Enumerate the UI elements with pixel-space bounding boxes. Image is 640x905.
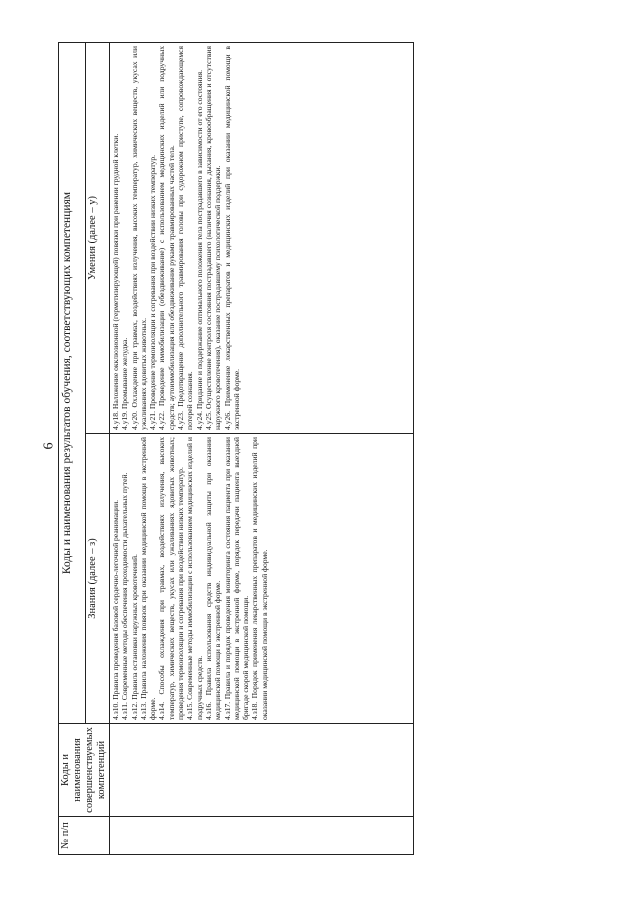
header-results: Коды и наименования результатов обучения, соответствующих компетенциям	[59, 43, 86, 724]
skill-item: 4.у26. Применение лекарственных препаратов и медицинских изделий при оказании медицинской помощи в экстренной форме.	[222, 46, 241, 430]
skill-item: 4.у20. Охлаждение при травмах, воздействиях излучения, высоких температур, химических веществ, укусах или ужаливаниях ядовитых животных.	[129, 46, 148, 430]
skill-item: 4.у22. Проведение иммобилизации (обездвиживание) с использованием медицинских изделий или подручных средств; аутоиммобилизация или обездвиживание руками травмированных частей тела.	[157, 46, 176, 430]
rotated-table-wrapper	[58, 43, 414, 855]
knowledge-item: 4.з18. Порядок применения лекарственных препаратов и медицинских изделий при оказании медицинской помощи в экстренной форме.	[250, 437, 269, 720]
header-codes: Коды и наименования совершенствуемых компетенций	[59, 724, 110, 817]
header-skills: Умения (далее – у)	[85, 43, 109, 434]
skill-item: 4.у18. Наложение окклюзионной (герметизирующей) повязки при ранении грудной клетки.	[111, 133, 120, 430]
knowledge-item: 4.з11. Современные методы обеспечения проходимости дыхательных путей.	[120, 472, 130, 720]
skill-item: 4.у24. Придание и поддержание оптимального положения тела пострадавшего в зависимости от его состояния.	[194, 69, 204, 430]
knowledge-item: 4.з12. Правила остановки наружных кровотечений.	[129, 554, 139, 720]
skill-item: 4.у25. Осуществление контроля состояния пострадавшего (наличия сознания, дыхания, кровообращения и отсутствия наружного кровотечения), оказание пострадавшему психологической поддержки.	[203, 46, 223, 430]
skills-cell	[110, 43, 414, 434]
competency-table	[58, 42, 414, 855]
header-number: № п/п	[59, 817, 110, 855]
knowledge-item: 4.з17. Правила и порядок проведения мониторинга состояния пациента при оказании медицинской помощи в экстренной форме, порядок передачи пациента выездной бригаде скорой медицинской помощи.	[222, 437, 251, 720]
page-number: 6	[41, 442, 57, 450]
skill-item: 4.у21. Проведение термоизоляции и согревания при воздействии низких температур.	[148, 154, 158, 430]
knowledge-item: 4.з13. Правила наложения повязок при оказании медицинской помощи в экстренной форме.	[138, 437, 158, 720]
skill-item: 4.у23. Предотвращение дополнительного травмирования головы при судорожном приступе, сопровождающемся потерей сознания.	[176, 46, 195, 430]
header-knowledge: Знания (далее – з)	[85, 434, 109, 724]
knowledge-cell	[110, 434, 414, 724]
knowledge-item: 4.з15. Современные методы иммобилизации с использованием медицинских изделий и подручных средств.	[185, 437, 204, 720]
skill-item: 4.у19. Промывание желудка.	[120, 337, 130, 430]
knowledge-item: 4.з10. Правила проведения базовой сердечно-легочной реанимации.	[111, 499, 120, 720]
row-number-cell	[110, 817, 414, 855]
row-codes-cell	[110, 724, 414, 817]
knowledge-item: 4.з16. Правила использования средств индивидуальной защиты при оказании медицинской помощи в экстренной форме.	[203, 437, 223, 720]
knowledge-item: 4.з14. Способы охлаждения при травмах, воздействиях излучения, высоких температур, химических веществ, укусах или ужаливаниях ядовитых животных; проведения термоизоляции и согревания при воздействии низких температур.	[157, 437, 186, 720]
